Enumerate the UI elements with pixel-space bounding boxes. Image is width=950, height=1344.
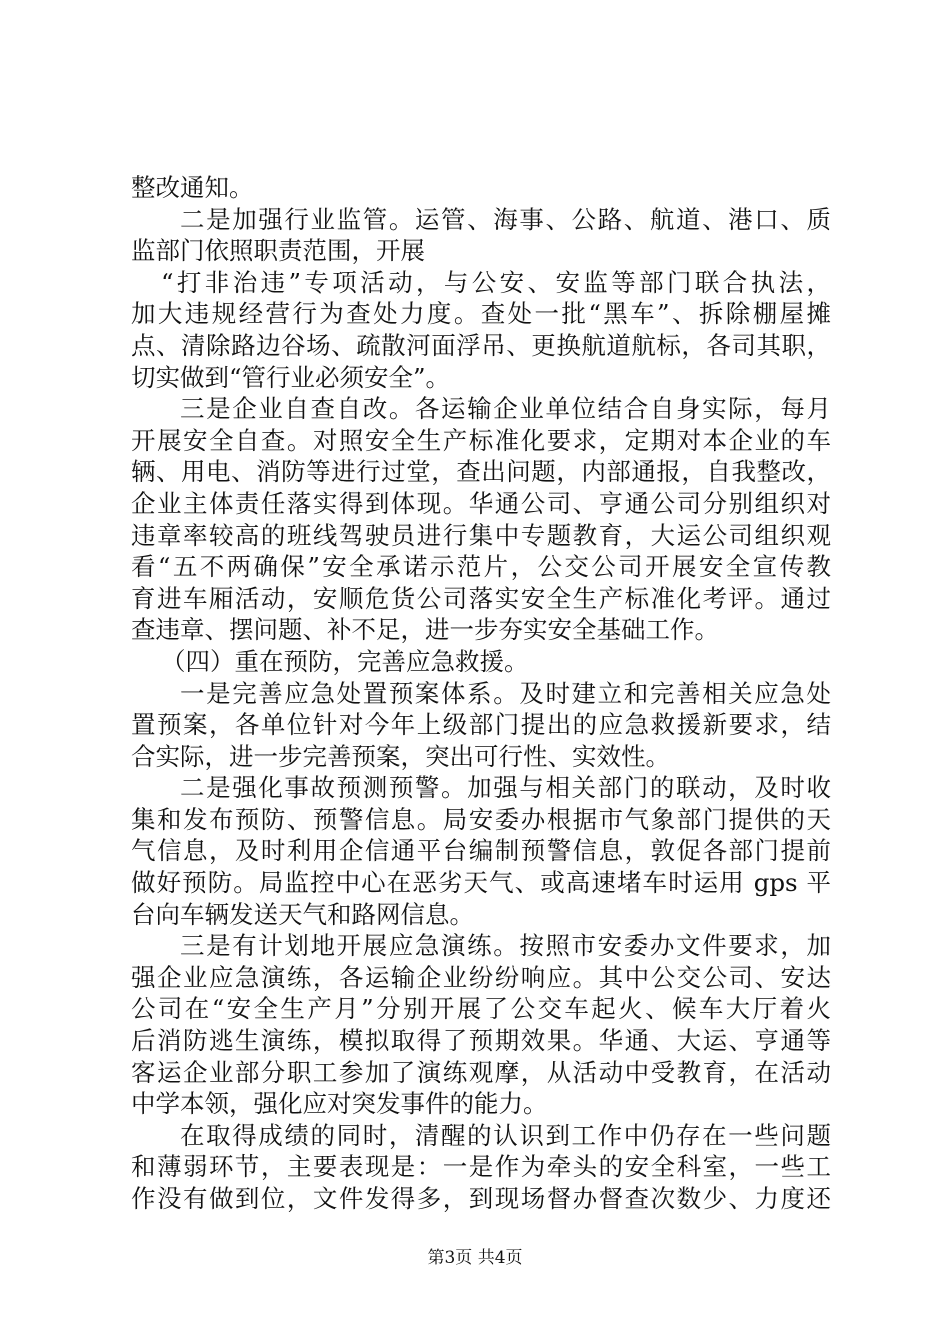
text-line: 后消防逃生演练，模拟取得了预期效果。华通、大运、亨通等	[131, 1026, 831, 1056]
text-line: 违章率较高的班线驾驶员进行集中专题教育，大运公司组织观	[131, 520, 831, 550]
text-line: 集和发布预防、预警信息。局安委办根据市气象部门提供的天	[131, 804, 831, 834]
text-line: （四）重在预防，完善应急救援。	[161, 646, 529, 676]
text-line: 三是有计划地开展应急演练。按照市安委办文件要求，加	[180, 931, 831, 961]
text-line: 辆、用电、消防等进行过堂，查出问题，内部通报，自我整改，	[131, 457, 831, 487]
text-line: 看“五不两确保”安全承诺示范片，公交公司开展安全宣传教	[131, 552, 831, 582]
text-line: 台向车辆发送天气和路网信息。	[131, 899, 474, 929]
text-line: 三是企业自查自改。各运输企业单位结合自身实际，每月	[180, 394, 831, 424]
text-line: 二是强化事故预测预警。加强与相关部门的联动，及时收	[180, 773, 831, 803]
text-line: 公司在“安全生产月”分别开展了公交车起火、候车大厅着火	[131, 994, 831, 1024]
text-line: 企业主体责任落实得到体现。华通公司、亨通公司分别组织对	[131, 488, 831, 518]
text-line: 和薄弱环节，主要表现是：一是作为牵头的安全科室，一些工	[131, 1152, 831, 1182]
text-line: 气信息，及时利用企信通平台编制预警信息，敦促各部门提前	[131, 836, 831, 866]
text-line: 育进车厢活动，安顺危货公司落实安全生产标准化考评。通过	[131, 583, 831, 613]
text-line: 做好预防。局监控中心在恶劣天气、或高速堵车时运用 gps 平	[131, 868, 831, 898]
text-line: 整改通知。	[131, 173, 254, 202]
document-body	[131, 172, 831, 1215]
text-line: 二是加强行业监管。运管、海事、公路、航道、港口、质	[180, 204, 831, 234]
text-line: “打非治违”专项活动，与公安、安监等部门联合执法，	[161, 267, 831, 297]
text-line: 监部门依照职责范围，开展	[131, 236, 425, 266]
text-line: 合实际，进一步完善预案，突出可行性、实效性。	[131, 741, 670, 771]
text-line: 强企业应急演练，各运输企业纷纷响应。其中公交公司、安达	[131, 962, 831, 992]
text-line: 作没有做到位，文件发得多，到现场督办督查次数少、力度还	[131, 1184, 831, 1213]
text-line: 客运企业部分职工参加了演练观摩，从活动中受教育，在活动	[131, 1057, 831, 1087]
text-line: 中学本领，强化应对突发事件的能力。	[131, 1089, 548, 1119]
text-line: 点、清除路边谷场、疏散河面浮吊、更换航道航标，各司其职，	[131, 330, 831, 360]
text-line: 置预案，各单位针对今年上级部门提出的应急救援新要求，结	[131, 710, 831, 740]
text-line: 在取得成绩的同时，清醒的认识到工作中仍存在一些问题	[180, 1120, 831, 1150]
text-line: 开展安全自查。对照安全生产标准化要求，定期对本企业的车	[131, 425, 831, 455]
text-line: 一是完善应急处置预案体系。及时建立和完善相关应急处	[180, 678, 831, 708]
text-line: 查违章、摆问题、补不足，进一步夯实安全基础工作。	[131, 615, 719, 645]
text-line: 切实做到“管行业必须安全”。	[131, 362, 451, 392]
text-line: 加大违规经营行为查处力度。查处一批“黑车”、拆除棚屋摊	[131, 299, 831, 329]
page-number-footer: 第3页 共4页	[427, 1248, 523, 1268]
